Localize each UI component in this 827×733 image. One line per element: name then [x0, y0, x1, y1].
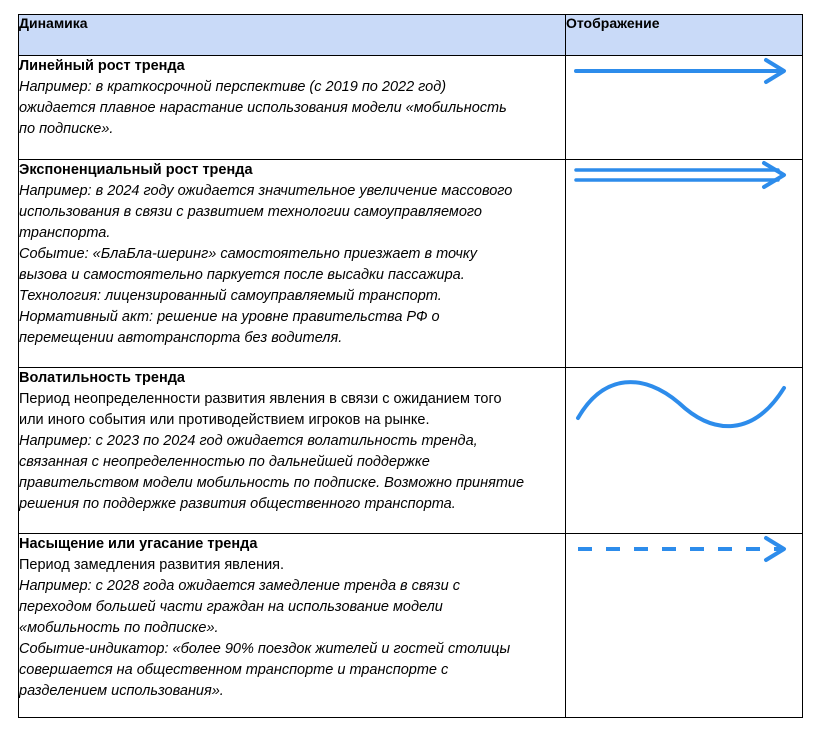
row-description: [19, 534, 566, 718]
row-line: Событие-индикатор: «более 90% поездок жителей и гостей столицы: [19, 641, 511, 657]
row-line: «мобильность по подписке».: [19, 620, 219, 636]
row-line: Период замедления развития явления.: [19, 557, 285, 573]
row-line: вызова и самостоятельно паркуется после высадки пассажира.: [19, 267, 465, 283]
table-header-row: [19, 15, 803, 56]
row-title: Линейный рост тренда: [19, 58, 185, 74]
wave-icon: [574, 368, 794, 438]
header-dynamics: Динамика: [19, 15, 566, 56]
row-line: совершается на общественном транспорте и транспорте с: [19, 662, 449, 678]
row-description: [19, 160, 566, 368]
dashed-arrow-icon: [574, 534, 794, 564]
row-line: перемещении автотранспорта без водителя.: [19, 330, 343, 346]
row-line: Технология: лицензированный самоуправляемый транспорт.: [19, 288, 442, 304]
row-line: или иного события или противодействием игроков на рынке.: [19, 412, 430, 428]
row-symbol-cell: [566, 160, 803, 368]
row-title: Экспоненциальный рост тренда: [19, 162, 253, 178]
row-line: Период неопределенности развития явления в связи с ожиданием того: [19, 391, 502, 407]
dynamics-table: [18, 14, 803, 718]
table-row-saturation: [19, 534, 803, 718]
row-description: [19, 56, 566, 160]
row-line: Событие: «БлаБла-шеринг» самостоятельно приезжает в точку: [19, 246, 478, 262]
row-line: разделением использования».: [19, 683, 224, 699]
row-line: Например: в краткосрочной перспективе (с 2019 по 2022 год): [19, 79, 447, 95]
row-line: переходом большей части граждан на использование модели: [19, 599, 443, 615]
row-line: Например: с 2023 по 2024 год ожидается волатильность тренда,: [19, 433, 478, 449]
solid-arrow-icon: [574, 56, 794, 86]
row-symbol-cell: [566, 56, 803, 160]
row-line: связанная с неопределенностью по дальнейшей поддержке: [19, 454, 430, 470]
row-description: [19, 368, 566, 534]
table-row-linear-growth: [19, 56, 803, 160]
row-line: Нормативный акт: решение на уровне правительства РФ о: [19, 309, 440, 325]
row-line: правительством модели мобильность по подписке. Возможно принятие: [19, 475, 525, 491]
row-line: по подписке».: [19, 121, 114, 137]
row-line: транспорта.: [19, 225, 111, 241]
row-line: решения по поддержке развития общественного транспорта.: [19, 496, 456, 512]
row-line: ожидается плавное нарастание использования модели «мобильность: [19, 100, 507, 116]
row-symbol-cell: [566, 534, 803, 718]
table-row-exponential-growth: [19, 160, 803, 368]
row-title: Насыщение или угасание тренда: [19, 536, 258, 552]
row-symbol-cell: [566, 368, 803, 534]
row-line: использования в связи с развитием технологии самоуправляемого: [19, 204, 482, 220]
row-line: Например: с 2028 года ожидается замедление тренда в связи с: [19, 578, 460, 594]
table-row-volatility: [19, 368, 803, 534]
row-title: Волатильность тренда: [19, 370, 185, 386]
double-arrow-icon: [574, 160, 794, 190]
row-line: Например: в 2024 году ожидается значительное увеличение массового: [19, 183, 513, 199]
header-display: Отображение: [566, 15, 803, 56]
